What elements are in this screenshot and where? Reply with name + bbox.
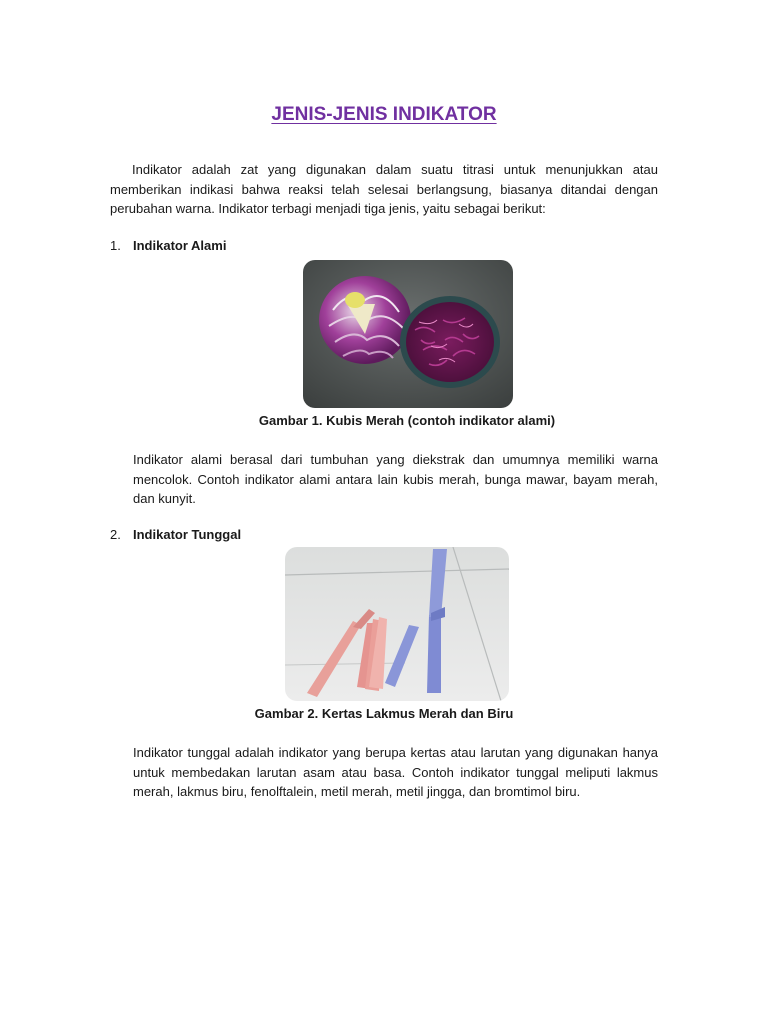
section-number: 1. <box>110 238 121 253</box>
red-cabbage-photo <box>303 260 513 408</box>
section-number: 2. <box>110 527 121 542</box>
section-heading-text: Indikator Alami <box>133 238 227 253</box>
section-heading-text: Indikator Tunggal <box>133 527 242 542</box>
litmus-paper-photo <box>285 547 509 701</box>
document-title: JENIS-JENIS INDIKATOR <box>271 104 497 125</box>
intro-paragraph: Indikator adalah zat yang digunakan dalam suatu titrasi untuk menunjukkan atau memberikan indikasi bahwa reaksi telah selesai berlangsung, biasanya ditandai dengan perubahan warna. Indikator terbagi menjadi tiga jenis, yaitu sebagai berikut: <box>110 162 658 216</box>
figure-caption-2: Gambar 2. Kertas Lakmus Merah dan Biru <box>254 706 514 721</box>
section-body-indikator-tunggal: Indikator tunggal adalah indikator yang berupa kertas atau larutan yang digunakan hanya untuk membedakan larutan asam atau basa. Contoh indikator tunggal meliputi lakmus merah, lakmus biru, fenolftalein, metil merah, metil jingga, dan bromtimol biru. <box>133 745 658 799</box>
figure-caption-1: Gambar 1. Kubis Merah (contoh indikator alami) <box>258 413 556 428</box>
section-heading-indikator-alami <box>110 238 410 258</box>
section-body-indikator-alami: Indikator alami berasal dari tumbuhan yang diekstrak dan umumnya memiliki warna mencolok. Contoh indikator alami antara lain kubis merah, bunga mawar, bayam merah, dan kunyit. <box>133 452 658 506</box>
section-heading-indikator-tunggal <box>110 527 410 547</box>
